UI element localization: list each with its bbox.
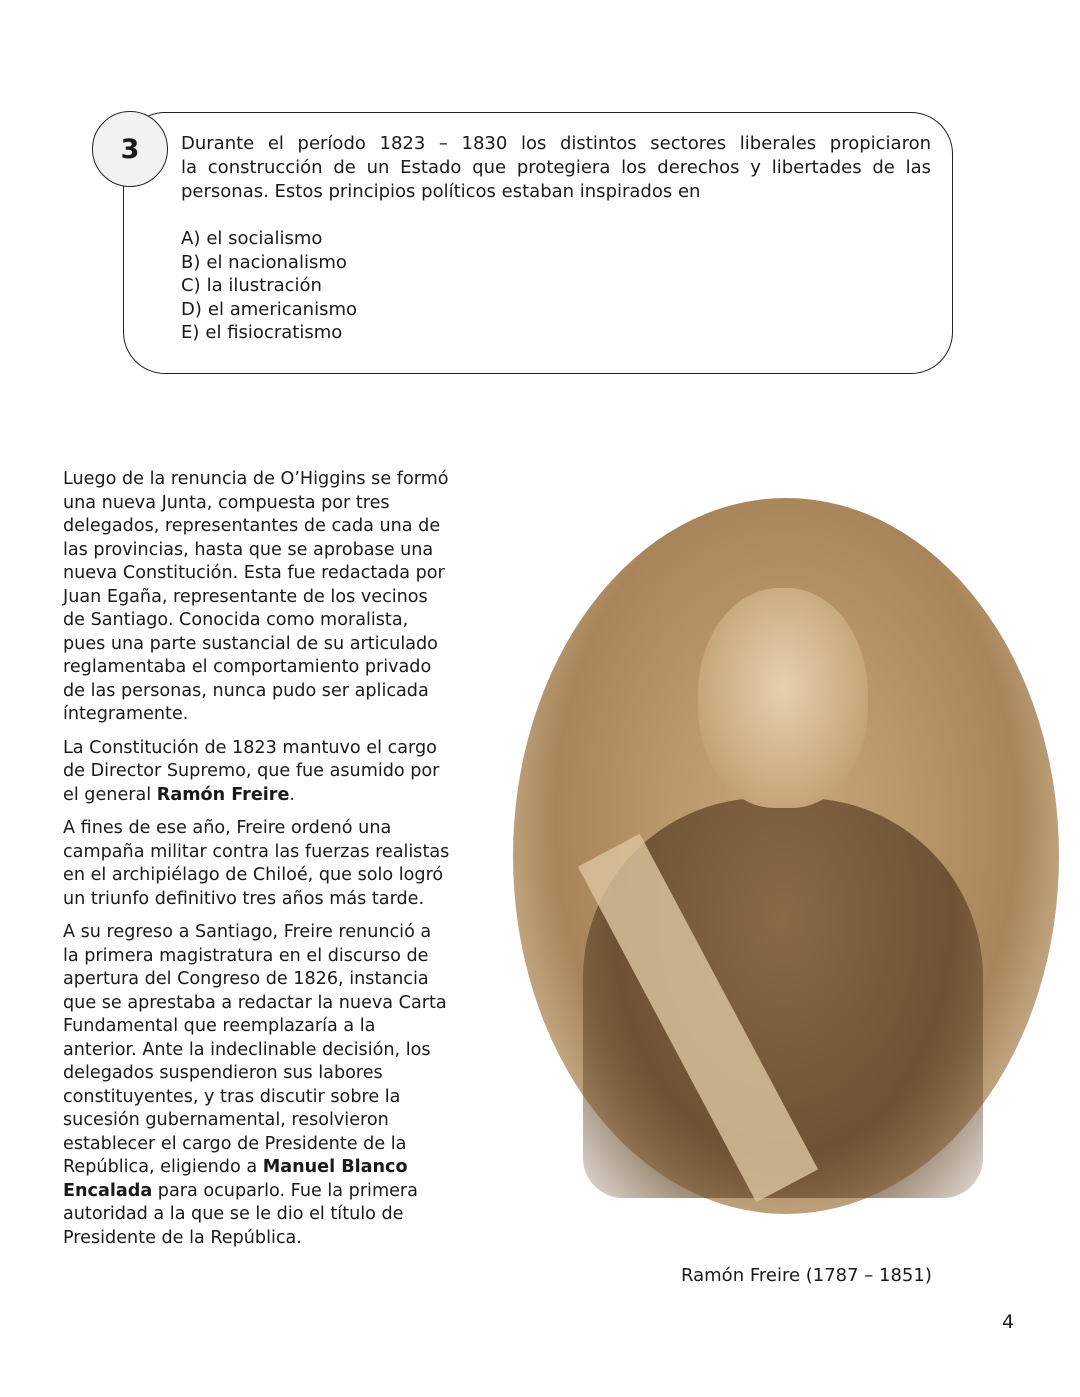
text-line [63, 817, 503, 841]
text-line [63, 680, 503, 704]
text-line [63, 515, 503, 539]
answer-option [181, 298, 363, 322]
text-segment: reglamentaba el comportamiento privado [63, 657, 432, 677]
bold-text: Encalada [63, 1180, 153, 1201]
text-segment: de Santiago. Conocida como moralista, [63, 610, 409, 630]
bold-text: Manuel Blanco [262, 1157, 408, 1177]
portrait-face [698, 588, 868, 808]
text-line [63, 656, 503, 680]
text-line [63, 468, 503, 492]
question-stem [181, 132, 931, 204]
text-segment: Luego de la renuncia de O’Higgins se formó [63, 469, 449, 489]
text-line [63, 1109, 503, 1133]
answer-options [181, 227, 363, 345]
text-line [63, 633, 503, 657]
text-line [63, 1086, 503, 1110]
text-segment: establecer el cargo de Presidente de la [63, 1133, 407, 1154]
option-text: el socialismo [206, 228, 323, 249]
text-segment: anterior. Ante la indeclinable decisión, los [63, 1039, 431, 1060]
body-text [63, 468, 503, 1260]
text-line [63, 784, 503, 808]
text-line [63, 562, 503, 586]
text-line [63, 737, 503, 761]
option-letter: A) [181, 228, 201, 249]
text-segment: Fundamental que reemplazaría a la [63, 1016, 376, 1036]
text-line [63, 492, 503, 516]
portrait-image-ramon-freire [513, 498, 1059, 1214]
text-line [63, 1039, 503, 1063]
text-segment: A fines de ese año, Freire ordenó una [63, 818, 392, 838]
text-line [63, 1180, 503, 1204]
text-segment: nueva Constitución. Esta fue redactada por [63, 563, 445, 583]
option-text: el americanismo [207, 298, 357, 320]
page-number: 4 [1002, 1311, 1015, 1333]
text-segment: una nueva Junta, compuesta por tres [63, 492, 390, 513]
paragraph [63, 921, 503, 1250]
text-segment: en el archipiélago de Chiloé, que solo logró [63, 865, 444, 885]
text-line [63, 1062, 503, 1086]
answer-option [181, 274, 363, 298]
text-line [63, 841, 503, 865]
text-segment: Juan Egaña, representante de los vecinos [63, 586, 428, 607]
answer-option [181, 227, 363, 251]
text-line [63, 864, 503, 888]
question-number-badge [92, 111, 168, 187]
option-letter: B) [181, 251, 201, 273]
option-text: el nacionalismo [206, 251, 347, 273]
text-line [63, 1015, 503, 1039]
paragraph [63, 737, 503, 808]
text-line [63, 1203, 503, 1227]
option-letter: E) [181, 322, 200, 343]
text-line [63, 945, 503, 969]
bold-text: Ramón Freire [156, 784, 290, 805]
option-letter: C) [181, 275, 201, 296]
text-segment: constituyentes, y tras discutir sobre la [63, 1086, 401, 1107]
paragraph [63, 468, 503, 727]
text-segment: apertura del Congreso de 1826, instancia [63, 969, 429, 989]
text-segment: para ocuparlo. Fue la primera [152, 1180, 418, 1201]
text-line [63, 609, 503, 633]
text-segment: A su regreso a Santiago, Freire renunció a [63, 922, 432, 942]
text-line [63, 1156, 503, 1180]
text-segment: . [289, 784, 296, 805]
portrait-caption: Ramón Freire (1787 – 1851) [681, 1265, 932, 1286]
option-text: la ilustración [206, 275, 322, 296]
answer-option [181, 321, 363, 345]
text-segment: sucesión gubernamental, resolvieron [63, 1110, 389, 1130]
text-segment: pues una parte sustancial de su articulado [63, 633, 438, 654]
question-number: 3 [120, 133, 140, 165]
question-line: Durante el período 1823 – 1830 los distintos sectores liberales propiciaron [181, 133, 931, 154]
text-line [63, 992, 503, 1016]
text-segment: el general [63, 784, 157, 805]
text-line [63, 703, 503, 727]
paragraph [63, 817, 503, 911]
text-segment: La Constitución de 1823 mantuvo el cargo [63, 737, 437, 758]
option-text: el fisiocratismo [205, 322, 343, 343]
text-segment: la primera magistratura en el discurso de [63, 945, 429, 966]
text-line [63, 1227, 503, 1251]
option-letter: D) [181, 298, 202, 320]
text-segment: las provincias, hasta que se aprobase una [63, 539, 434, 560]
question-line: personas. Estos principios políticos estaban inspirados en [181, 181, 701, 202]
text-line [63, 968, 503, 992]
text-segment: que se aprestaba a redactar la nueva Carta [63, 992, 447, 1013]
answer-option [181, 251, 363, 275]
text-segment: delegados suspendieron sus labores [63, 1063, 383, 1083]
text-segment: delegados, representantes de cada una de [63, 516, 441, 536]
text-segment: autoridad a la que se le dio el título de [63, 1204, 404, 1224]
text-line [63, 921, 503, 945]
text-segment: campaña militar contra las fuerzas realistas [63, 841, 450, 862]
text-line [63, 760, 503, 784]
text-line [63, 539, 503, 563]
text-segment: íntegramente. [63, 704, 189, 724]
text-segment: Presidente de la República. [63, 1227, 302, 1248]
question-line: la construcción de un Estado que protegiera los derechos y libertades de las [181, 157, 931, 178]
text-segment: de Director Supremo, que fue asumido por [63, 761, 440, 781]
text-segment: de las personas, nunca pudo ser aplicada [63, 680, 429, 701]
text-line [63, 1133, 503, 1157]
text-line [63, 586, 503, 610]
text-segment: República, eligiendo a [63, 1157, 263, 1177]
text-line [63, 888, 503, 912]
text-segment: un triunfo definitivo tres años más tarde. [63, 888, 425, 909]
